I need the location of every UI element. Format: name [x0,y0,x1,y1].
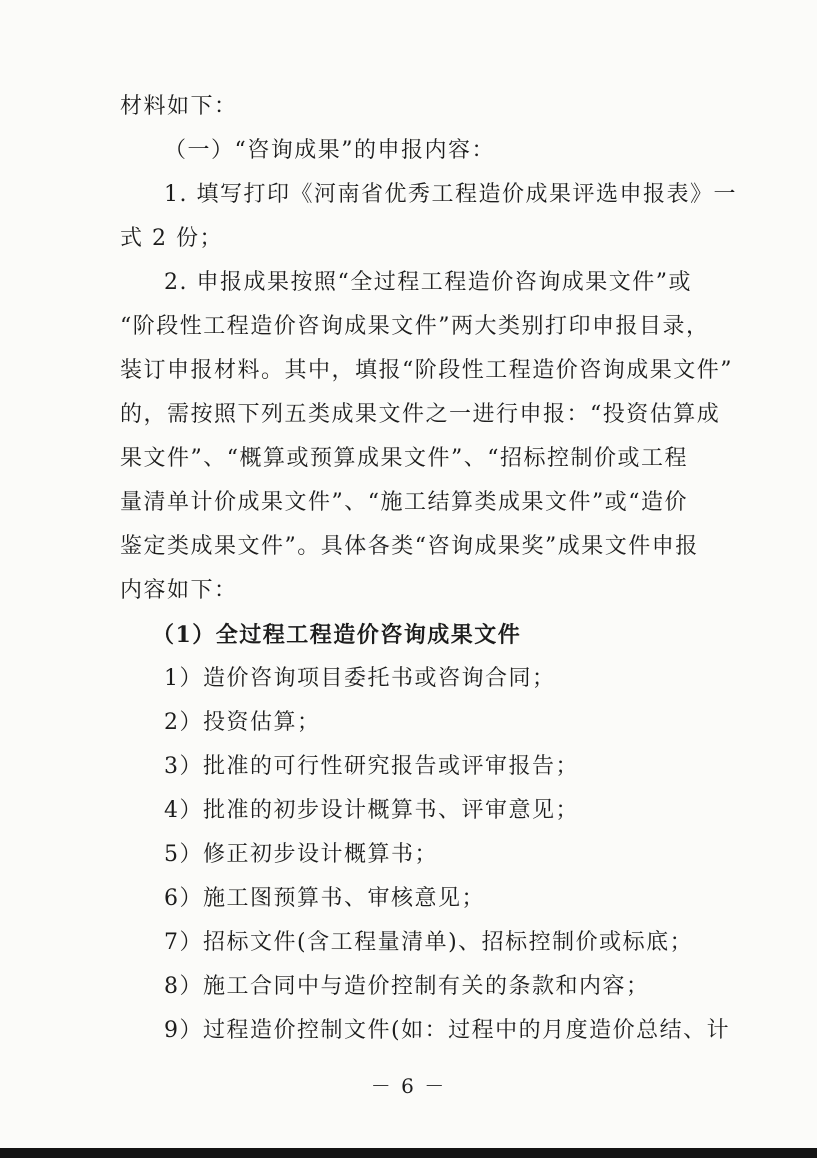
text-line: 内容如下： [120,578,238,603]
text-line: 2. 申报成果按照“全过程工程造价咨询成果文件”或 [164,270,692,295]
text-line: 的，需按照下列五类成果文件之一进行申报：“投资估算成 [120,402,721,427]
list-item: 6）施工图预算书、审核意见； [164,886,485,911]
text-line: 材料如下： [120,94,238,119]
list-item: 7）招标文件(含工程量清单)、招标控制价或标底； [164,930,694,955]
text-line: “阶段性工程造价咨询成果文件”两大类别打印申报目录， [120,314,710,339]
list-item: 9）过程造价控制文件(如：过程中的月度造价总结、计 [164,1018,731,1043]
text-line: 果文件”、“概算或预算成果文件”、“招标控制价或工程 [120,446,688,471]
list-item: 2）投资估算； [164,710,321,735]
text-line: 鉴定类成果文件”。具体各类“咨询成果奖”成果文件申报 [120,534,699,559]
list-item: 5）修正初步设计概算书； [164,842,438,867]
text-line: 装订申报材料。其中，填报“阶段性工程造价咨询成果文件” [120,358,733,383]
list-item: 4）批准的初步设计概算书、评审意见； [164,798,579,823]
list-item: 3）批准的可行性研究报告或评审报告； [164,754,579,779]
list-item: 1）造价咨询项目委托书或咨询合同； [164,666,556,691]
list-item: 8）施工合同中与造价控制有关的条款和内容； [164,974,650,999]
text-line: 1. 填写打印《河南省优秀工程造价成果评选申报表》一 [164,182,737,207]
text-line: 量清单计价成果文件”、“施工结算类成果文件”或“造价 [120,490,688,515]
section-title: （一）“咨询成果”的申报内容： [164,138,495,163]
scan-bottom-edge [0,1148,817,1158]
text-line: 式 2 份； [120,226,223,251]
subsection-heading: （1）全过程工程造价咨询成果文件 [152,622,522,648]
page-number: － 6 － [370,1074,447,1098]
